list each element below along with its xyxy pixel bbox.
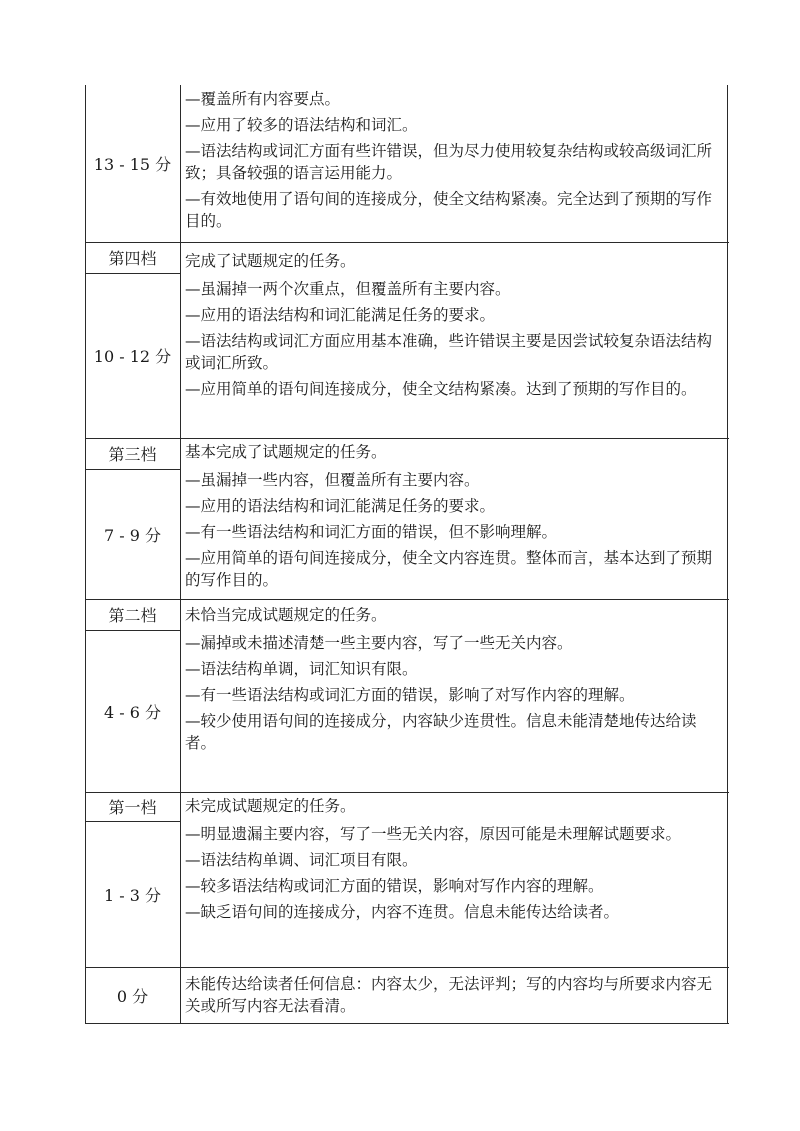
criteria-item: —应用的语法结构和词汇能满足任务的要求。: [185, 497, 496, 515]
criteria-item: —有一些语法结构或词汇方面的错误，影响了对写作内容的理解。: [185, 686, 635, 704]
criteria-item: —有效地使用了语句间的连接成分，使全文结构紧凑。完全达到了预期的写作目的。: [185, 190, 713, 230]
criteria-item: —应用的语法结构和词汇能满足任务的要求。: [185, 306, 496, 324]
score-range-label: 10 - 12 分: [93, 347, 172, 366]
criteria-cell: [185, 441, 725, 595]
criteria-item: —语法结构单调、词汇项目有限。: [185, 851, 418, 869]
criteria-item: —应用了较多的语法结构和词汇。: [185, 116, 418, 134]
criteria-cell: [185, 973, 725, 1021]
row-divider: [85, 792, 729, 793]
grade-label: 第二档: [108, 606, 157, 625]
criteria-item: 未能传达给读者任何信息：内容太少，无法评判；写的内容均与所要求内容无关或所写内容无法看清。: [185, 975, 713, 1015]
criteria-item: —较多语法结构或词汇方面的错误，影响对写作内容的理解。: [185, 877, 604, 895]
criteria-heading: 基本完成了试题规定的任务。: [185, 443, 387, 461]
criteria-heading: 未完成试题规定的任务。: [185, 797, 356, 815]
criteria-item: —应用简单的语句间连接成分，使全文内容连贯。整体而言，基本达到了预期的写作目的。: [185, 549, 713, 589]
grade-label: 第四档: [108, 249, 157, 268]
criteria-item: —语法结构或词汇方面应用基本准确，些许错误主要是因尝试较复杂语法结构或词汇所致。: [185, 332, 713, 372]
criteria-item: —覆盖所有内容要点。: [185, 90, 341, 108]
grade-label: 第一档: [108, 798, 157, 817]
score-range-label: 0 分: [116, 986, 149, 1006]
score-range-label: 4 - 6 分: [103, 702, 162, 722]
criteria-cell: [185, 604, 725, 758]
criteria-item: —漏掉或未描述清楚一些主要内容，写了一些无关内容。: [185, 634, 573, 652]
criteria-item: —有一些语法结构和词汇方面的错误，但不影响理解。: [185, 523, 558, 541]
criteria-heading: 未恰当完成试题规定的任务。: [185, 606, 387, 624]
row-divider: [85, 599, 729, 600]
table-border-right: [727, 85, 728, 1023]
column-divider: [180, 85, 181, 1023]
criteria-item: —明显遗漏主要内容，写了一些无关内容，原因可能是未理解试题要求。: [185, 825, 682, 843]
criteria-heading: 完成了试题规定的任务。: [185, 252, 356, 270]
criteria-item: —应用简单的语句间连接成分，使全文结构紧凑。达到了预期的写作目的。: [185, 380, 697, 398]
criteria-cell: [185, 795, 725, 927]
score-range-label: 7 - 9 分: [103, 525, 162, 545]
criteria-cell: [185, 88, 725, 236]
table-border-bottom: [85, 1023, 729, 1024]
criteria-item: —语法结构单调，词汇知识有限。: [185, 660, 418, 678]
criteria-item: —虽漏掉一两个次重点，但覆盖所有主要内容。: [185, 280, 511, 298]
criteria-cell: [185, 250, 725, 404]
row-divider: [85, 242, 729, 243]
criteria-item: —缺乏语句间的连接成分，内容不连贯。信息未能传达给读者。: [185, 903, 620, 921]
criteria-item: —较少使用语句间的连接成分，内容缺少连贯性。信息未能清楚地传达给读者。: [185, 712, 697, 752]
row-divider: [85, 967, 729, 968]
row-divider: [85, 438, 729, 439]
score-range-label: 13 - 15 分: [93, 155, 172, 174]
grade-label: 第三档: [108, 445, 157, 464]
score-range-label: 1 - 3 分: [103, 885, 162, 905]
criteria-item: —语法结构或词汇方面有些许错误，但为尽力使用较复杂结构或较高级词汇所致；具备较强的语言运用能力。: [185, 142, 713, 182]
scoring-rubric-table: [85, 85, 729, 1023]
criteria-item: —虽漏掉一些内容，但覆盖所有主要内容。: [185, 471, 480, 489]
